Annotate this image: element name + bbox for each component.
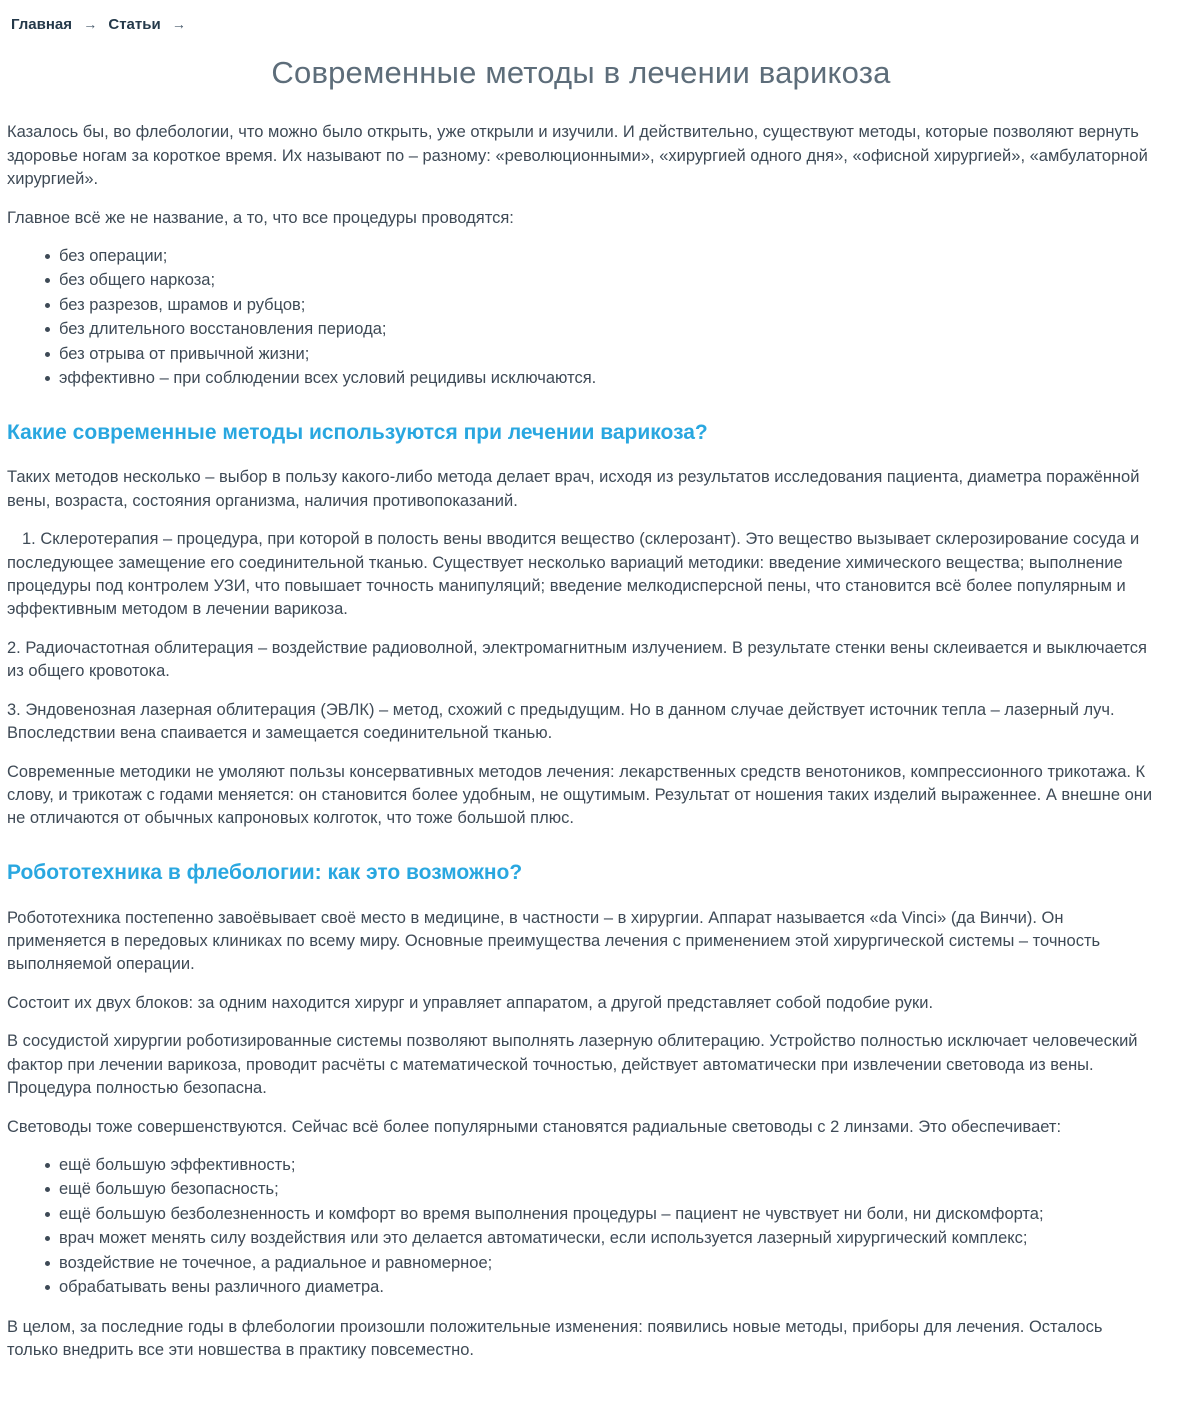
section-heading-methods: Какие современные методы используются при лечении варикоза? [7, 420, 708, 444]
intro-paragraph-2: Главное всё же не название, а то, что все процедуры проводятся: [7, 208, 514, 227]
method-sclerotherapy-paragraph: 1. Склеротерапия – процедура, при которой в полость вены вводится вещество (склерозант). Это вещество вызывает склерозирование сосуда и последующее замещение его соединительной тканью. Существует несколько вариаций методики: введение химического вещества; выполнение процедуры под контролем УЗИ, что повышает точность манипуляций; введение мелкодисперсной пены, что становится всё более популярным и эффективным методом в лечении варикоза. [7, 530, 1140, 619]
list-item: без общего наркоза; [59, 269, 1155, 292]
method-radiofrequency-paragraph: 2. Радиочастотная облитерация – воздействие радиоволной, электромагнитным излучением. В результате стенки вены склеивается и выключается из общего кровотока. [7, 638, 1147, 681]
robotics-paragraph-1: Робототехника постепенно завоёвывает своё место в медицине, в частности – в хирургии. Аппарат называется «da Vinci» (да Винчи). Он применяется в передовых клиниках по всему миру. Основные преимущества лечения с применением этой хирургической системы – точность выполняемой операции. [7, 908, 1101, 974]
methods-intro-paragraph: Таких методов несколько – выбор в пользу какого-либо метода делает врач, исходя из результатов исследования пациента, диаметра поражённой вены, возраста, состояния организма, наличия противопоказаний. [7, 468, 1140, 510]
breadcrumb-link-articles[interactable]: Статьи [108, 16, 161, 33]
page-title: Современные методы в лечении варикоза [271, 55, 891, 91]
benefits-list [7, 245, 1155, 391]
conclusion-paragraph: В целом, за последние годы в флебологии произошли положительные изменения: появились новые методы, приборы для лечения. Осталось только внедрить все эти новшества в практику повсеместно. [7, 1317, 1103, 1359]
method-laser-paragraph: 3. Эндовенозная лазерная облитерация (ЭВЛК) – метод, схожий с предыдущим. Но в данном случае действует источник тепла – лазерный луч. Впоследствии вена спаивается и замещается соединительной тканью. [7, 700, 1115, 743]
list-item: без длительного восстановления периода; [59, 318, 1155, 341]
robotics-paragraph-3: В сосудистой хирургии роботизированные системы позволяют выполнять лазерную облитерацию. Устройство полностью исключает человеческий фактор при лечении варикоза, проводит расчёты с математической точностью, действует автоматически при извлечении световода из вены. Процедура полностью безопасна. [7, 1032, 1138, 1098]
list-item: воздействие не точечное, а радиальное и равномерное; [59, 1252, 1155, 1275]
breadcrumb-arrow-icon: → [83, 16, 98, 32]
breadcrumb-link-home[interactable]: Главная [11, 16, 73, 33]
conservative-methods-paragraph: Современные методики не умоляют пользы консервативных методов лечения: лекарственных средств венотоников, компрессионного трикотажа. К слову, и трикотаж с годами меняется: он становится более удобным, не ощутимым. Результат от ношения таких изделий выраженнее. А внешне они не отличаются от обычных капроновых колготок, что тоже большой плюс. [7, 762, 1153, 828]
list-item: ещё большую безопасность; [59, 1178, 1155, 1201]
list-item: эффективно – при соблюдении всех условий рецидивы исключаются. [59, 367, 1155, 390]
list-item: без разрезов, шрамов и рубцов; [59, 294, 1155, 317]
list-item: ещё большую безболезненность и комфорт во время выполнения процедуры – пациент не чувствует ни боли, ни дискомфорта; [59, 1203, 1155, 1226]
section-heading-robotics: Робототехника в флебологии: как это возможно? [7, 860, 523, 884]
robotics-paragraph-2: Состоит их двух блоков: за одним находится хирург и управляет аппаратом, а другой представляет собой подобие руки. [7, 993, 934, 1012]
advantages-list [7, 1154, 1155, 1300]
list-item: без операции; [59, 245, 1155, 268]
breadcrumb-arrow-icon: → [171, 16, 186, 32]
list-item: без отрыва от привычной жизни; [59, 343, 1155, 366]
list-item: ещё большую эффективность; [59, 1154, 1155, 1177]
list-item: обрабатывать вены различного диаметра. [59, 1276, 1155, 1299]
breadcrumb [7, 10, 1155, 37]
intro-paragraph-1: Казалось бы, во флебологии, что можно было открыть, уже открыли и изучили. И действительно, существуют методы, которые позволяют вернуть здоровье ногам за короткое время. Их называют по – разному: «революционными», «хирургией одного дня», «офисной хирургией», «амбулаторной хирургией». [7, 123, 1148, 189]
fibers-paragraph: Световоды тоже совершенствуются. Сейчас всё более популярными становятся радиальные световоды с 2 линзами. Это обеспечивает: [7, 1117, 1062, 1136]
list-item: врач может менять силу воздействия или это делается автоматически, если используется лазерный хирургический комплекс; [59, 1227, 1155, 1250]
